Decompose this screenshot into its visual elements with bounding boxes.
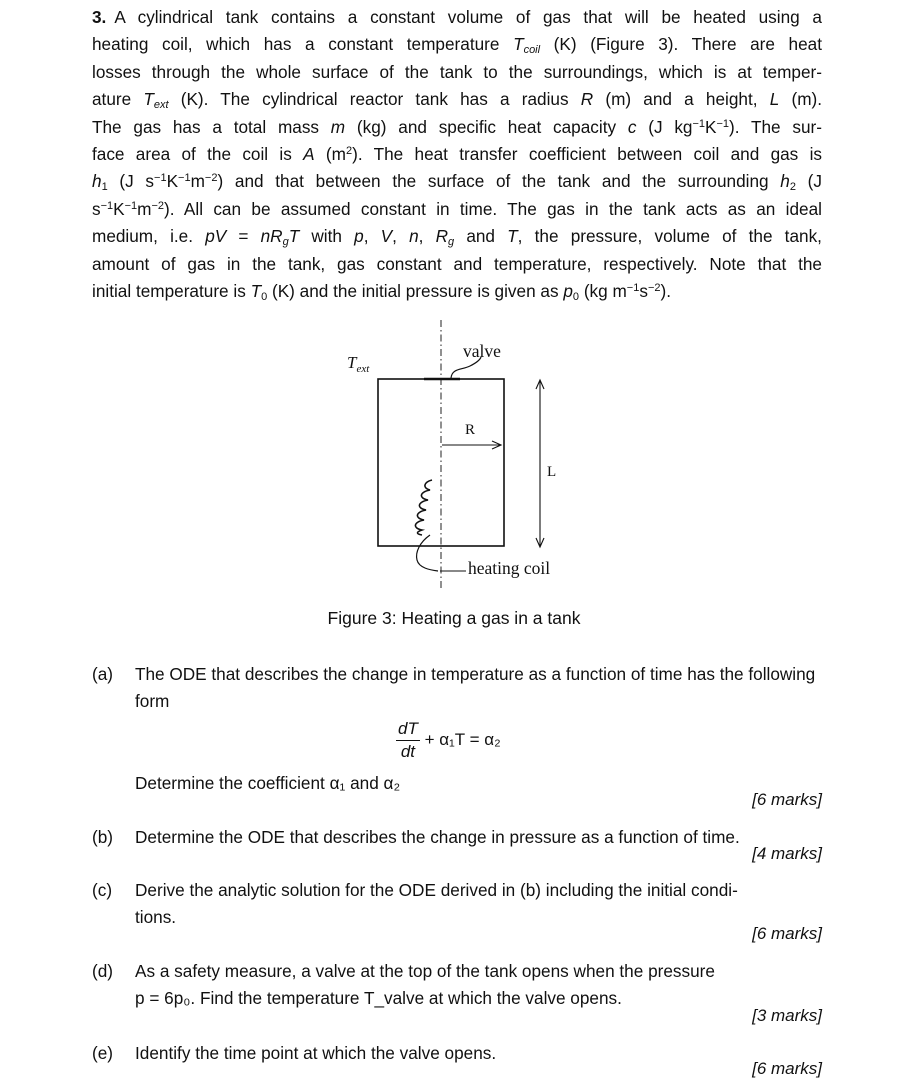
question-line-11: initial temperature is $T_0$ (K) and the initial pressure is given as $p_0$ (kg $m^{-1}s^{-2}$). [92,280,671,303]
question-line-8: $s^{-1}K^{-1}m^{-2}$). All can be assumed constant in time. The gas in the tank acts as an ideal [92,198,822,219]
part-b-marks: [4 marks] [752,844,822,863]
part-a-marks: [6 marks] [752,790,822,809]
part-e-marks: [6 marks] [752,1059,822,1078]
question-line-1: 3. A cylindrical tank contains a constant volume of gas that will be heated using a [92,7,822,27]
eq-denominator: dt [400,742,416,761]
tank-outline [378,379,504,546]
label-valve: valve [463,341,501,361]
part-c [92,877,822,931]
question-number: 3. [92,7,107,27]
question-line-3: losses through the whole surface of the tank to the surroundings, which is at temper- [92,61,822,82]
part-a-label: (a) [92,664,114,684]
part-b [92,824,822,851]
part-a-followup: Determine the coefficient α₁ and α₂ [135,773,401,793]
question-line-6: face area of the coil is A $(m^2)$. The heat transfer coefficient between coil and gas is [92,143,822,164]
part-a [92,661,822,715]
label-heating-coil: heating coil [468,558,551,578]
part-d-text: As a safety measure, a valve at the top of the tank opens when the pressure [135,961,715,981]
eq-rest: + α₁T = α₂ [424,729,501,749]
label-L: L [547,464,557,480]
question-line-4: ature $T_{ext}$ (K). The cylindrical reactor tank has a radius R (m) and a height, L (m). [92,89,823,112]
part-d-label: (d) [92,961,114,981]
question-line-7: $h_1$ (J $s^{-1}K^{-1}m^{-2}$) and that between the surface of the tank and the surrounding $h_2$ (J [92,171,822,194]
part-c-text: Derive the analytic solution for the ODE derived in (b) including the initial condi- [135,880,738,900]
part-c-label: (c) [92,880,113,900]
part-d-text-2: p = 6p₀. Find the temperature T_valve at which the valve opens. [135,988,622,1008]
part-e [92,1040,822,1067]
coil-lead [417,535,438,571]
part-b-label: (b) [92,827,114,847]
part-a-text: The ODE that describes the change in temperature as a function of time has the following form [135,664,816,711]
eq-numerator: dT [396,718,420,741]
question-line-2: heating coil, which has a constant temperature $T_{coil}$ (K) (Figure 3). There are heat [92,34,823,57]
figure-caption: Figure 3: Heating a gas in a tank [327,608,581,628]
part-e-label: (e) [92,1043,114,1063]
part-d-marks: [3 marks] [752,1006,822,1025]
part-b-text: Determine the ODE that describes the change in pressure as a function of time. [135,827,740,847]
label-T-ext: $T_{ext}$ [347,353,370,375]
question-line-9: medium, i.e. pV = $nR_gT$ with p, V, n, $R_g$ and T, the pressure, volume of the tank, [92,226,822,249]
part-d [92,958,822,1012]
ode-equation [396,718,501,763]
part-c-text-2: tions. [135,907,177,927]
part-e-text: Identify the time point at which the valve opens. [135,1043,497,1063]
question-line-5: The gas has a total mass m (kg) and specific heat capacity c (J $kg^{-1}K^{-1}$). The sur- [92,116,822,137]
label-R: R [465,422,476,438]
part-c-marks: [6 marks] [752,924,822,943]
heating-coil [415,480,432,535]
question-line-10: amount of gas in the tank, gas constant and temperature, respectively. Note that the [92,253,822,274]
